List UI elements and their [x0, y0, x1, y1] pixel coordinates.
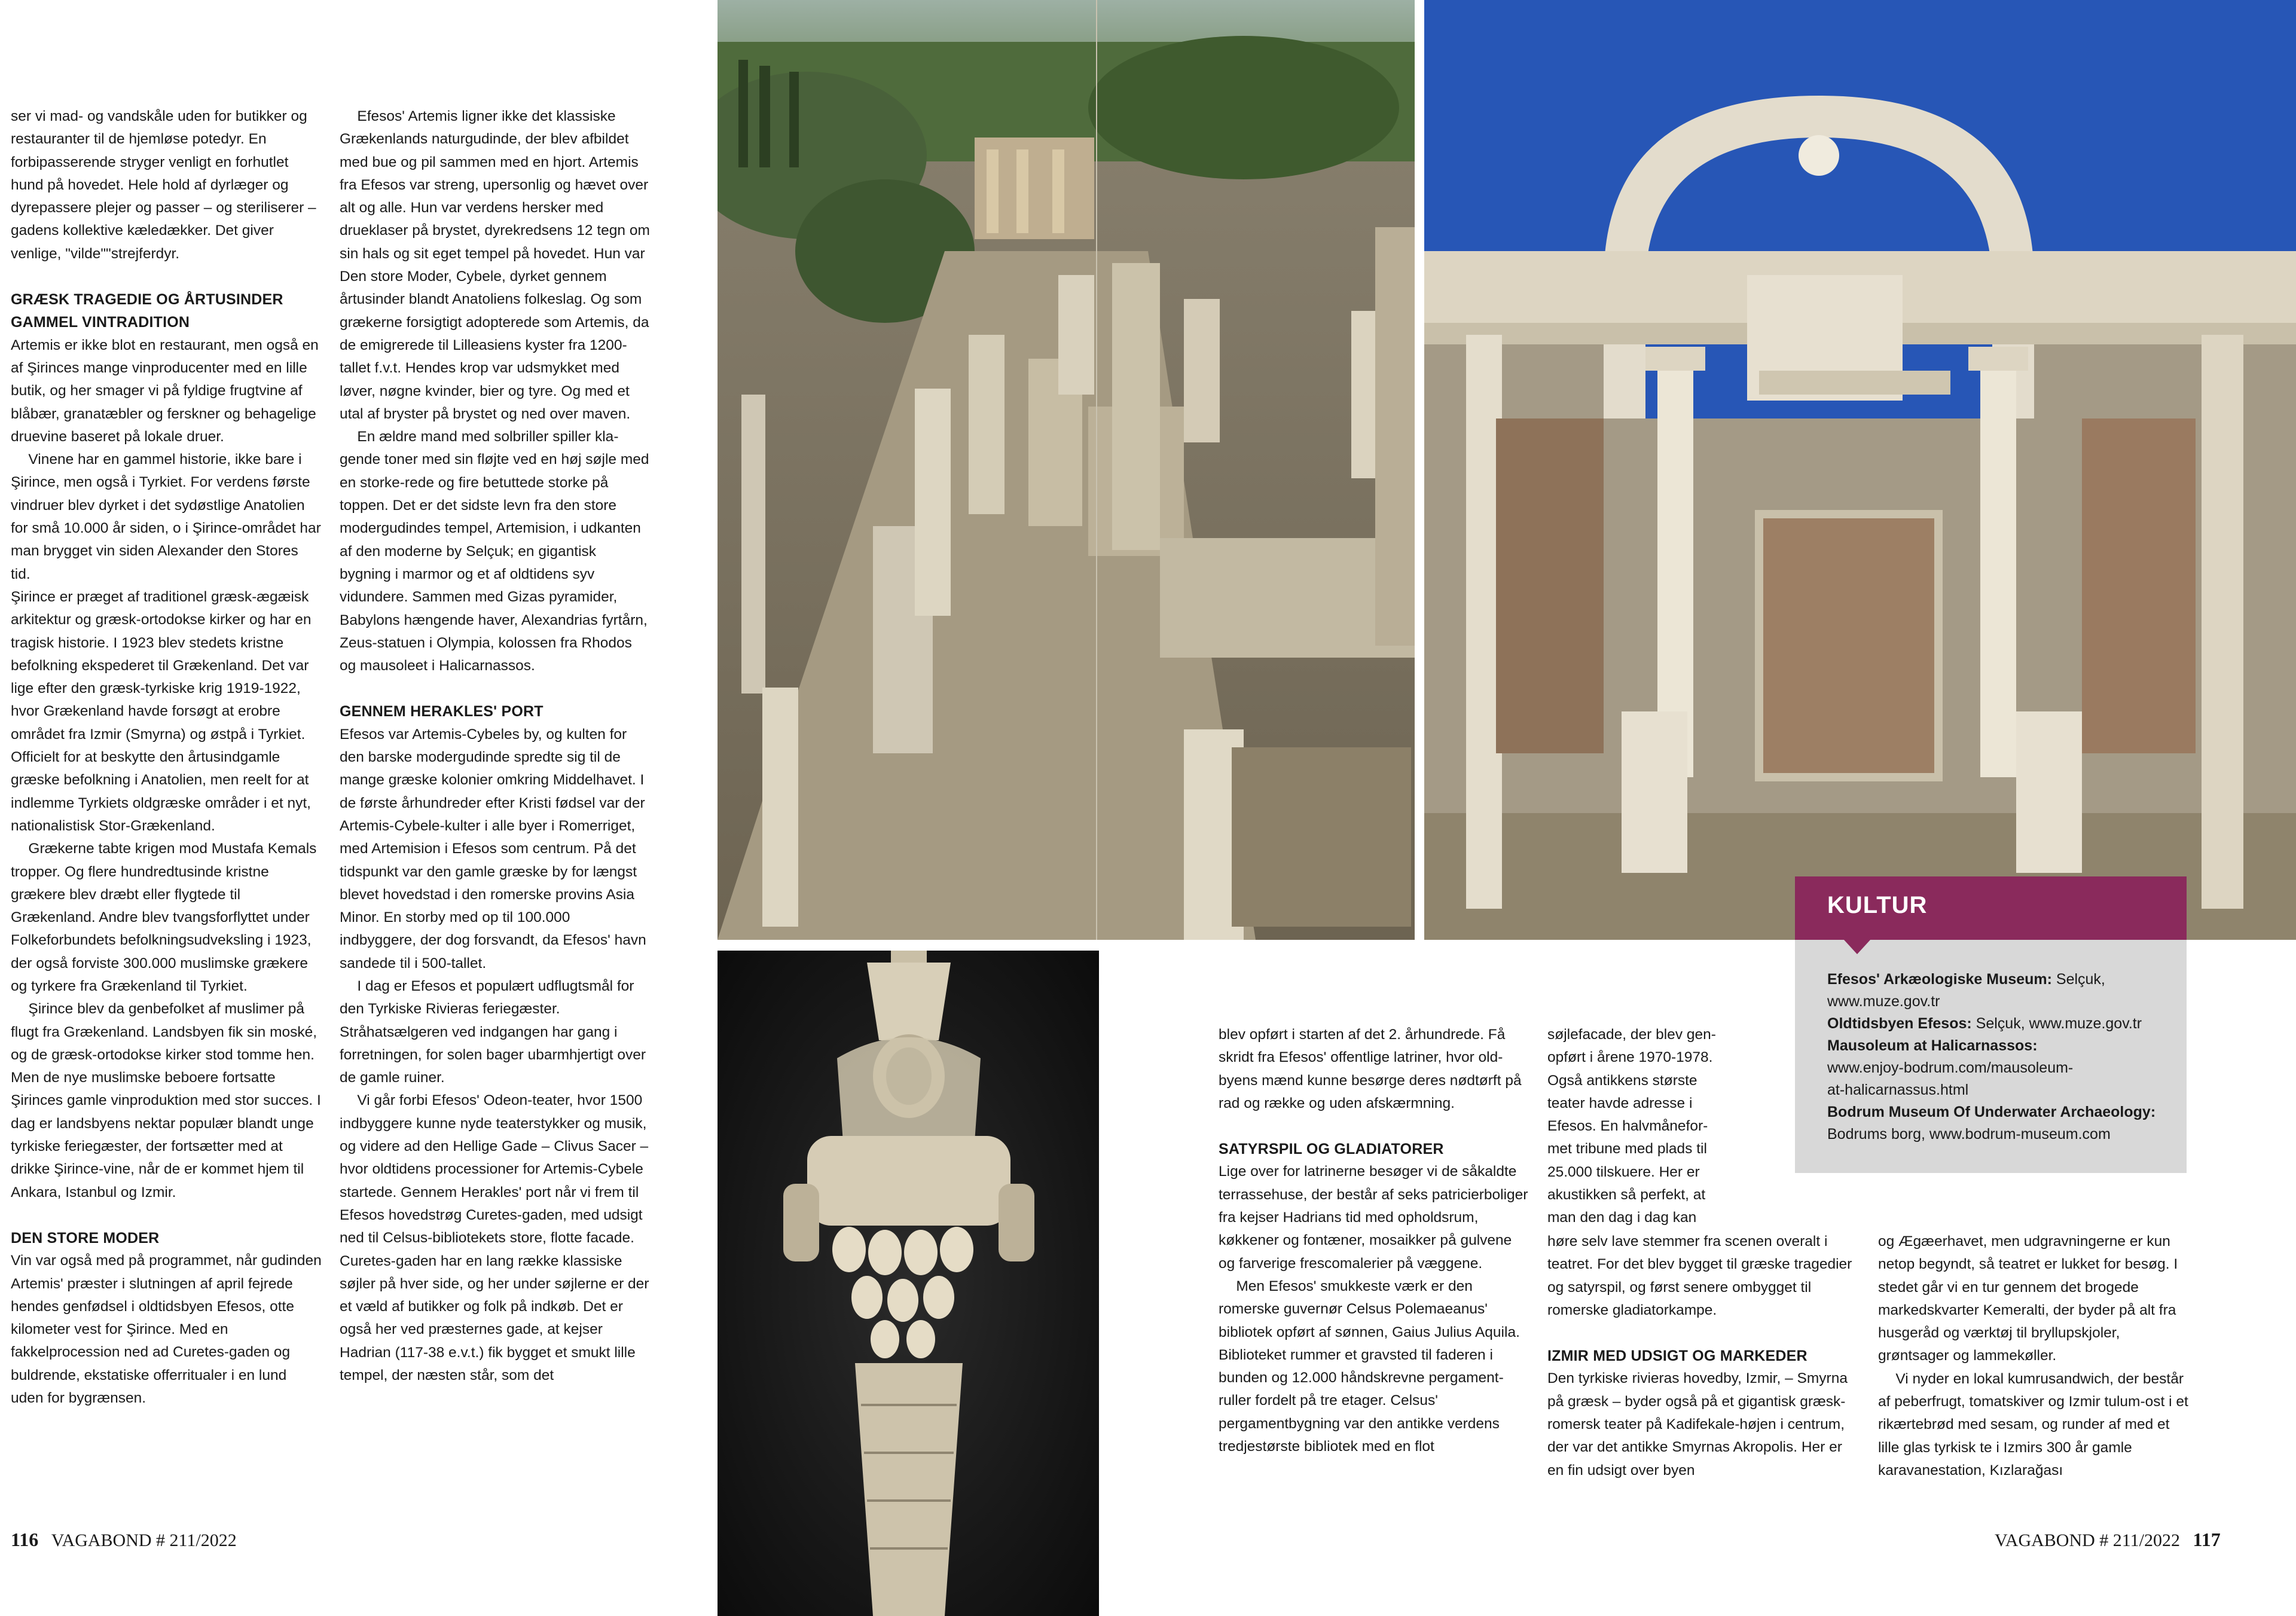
kultur-info-label: Efesos' Arkæologiske Museum:	[1827, 971, 2052, 988]
kultur-info-value: www.enjoy-bodrum.com/mausoleum-	[1827, 1059, 2074, 1076]
folio-left	[11, 1529, 237, 1551]
kultur-info-box	[1795, 940, 2187, 1173]
kultur-tab-label: KULTUR	[1827, 892, 1928, 918]
body-paragraph: I dag er Efesos et populært udflugtsmål for den Tyrkiske Rivieras feriegæster. Stråhatsælgeren ved indgangen har gang i forretningen, for solen bager ubarmhjertigt over de gamle ruiner.	[340, 977, 646, 1086]
body-paragraph: Şirince er præget af traditionel græsk-ægæisk arkitektur og græsk-ortodokse kirker og har en tragisk historie. I 1923 blev stedets kristne befolkning ekspederet til Grækenland. Det var lige efter den græsk-tyrkiske krig 1919-1922, hvor Grækenland havde forsøgt at erobre området fra Izmir (Smyrna) og østpå i Tyrkiet. Officielt for at beskytte den årtusindgamle græske befolkning i Anatolien, men reelt for at indlemme Tyrkiets oldgræske områder i et nyt, nationalistisk Stor-Grækenland.	[11, 588, 312, 834]
left-column-2	[340, 105, 651, 1387]
body-paragraph: Grækerne tabte krigen mod Mustafa Kemals tropper. Og flere hundredtusinde kristne grækere blev dræbt eller flygtede til Grækenland. Andre blev tvangsforflyttet under Folkeforbundets befolkningsudveksling i 1923, der også forviste 300.000 muslimske grækere og tyrkere fra Grækenland til Tyrkiet.	[11, 841, 317, 994]
magazine-issue-left: VAGABOND # 211/2022	[51, 1531, 237, 1550]
body-paragraph: og Ægæerhavet, men udgravningerne er kun netop begyndt, så teatret er lukket for besøg. I stedet går vi en tur gennem det brogede markedskvarter Kemeralti, der byder på alt fra husgeråd og værktøj til bryllupskjoler, grøntsager og lammekøller.	[1878, 1233, 2178, 1364]
kultur-info-list	[1827, 969, 2168, 1145]
section-heading: GENNEM HERAKLES' PORT	[340, 703, 544, 720]
body-paragraph: Şirince blev da genbefolket af muslimer på flugt fra Grækenland. Landsbyen fik sin moské, og de græsk-ortodokse kirker stod tomme hen. Men de nye muslimske beboere fortsatte Şirinces gamle vinproduktion med stor succes. I dag er landsbyens nektar populær blandt unge tyrkiske feriegæster, der fortsætter med at drikke Şirince-vine, når de er kommet hjem til Ankara, Istanbul og Izmir.	[11, 1001, 321, 1200]
kultur-info-line	[1827, 1101, 2168, 1123]
kultur-info-label: Bodrum Museum Of Underwater Archaeology:	[1827, 1104, 2156, 1120]
photo-temple-of-hadrian	[1424, 0, 2296, 940]
kultur-info-value: Selçuk,	[2051, 971, 2105, 988]
kultur-info-line	[1827, 1013, 2168, 1035]
body-paragraph: Vi nyder en lokal kumrusandwich, der består af peberfrugt, tomatskiver og Izmir tulum-ost i et rikærtebrød med sesam, og runder af med et lille glas tyrkisk te i Izmirs 300 år gamle karavanestation, Kızlarağası	[1878, 1370, 2188, 1478]
kultur-tab	[1795, 876, 2187, 940]
kultur-info-value: Bodrums borg, www.bodrum-museum.com	[1827, 1126, 2111, 1142]
body-paragraph: Men Efesos' smukkeste værk er den romerske guvernør Celsus Polemaeanus' bibliotek opført af sønnen, Gaius Julius Aquila. Biblioteket rummer et gravsted til faderen i bunden og 12.000 håndskrevne pergament-ruller fordelt på tre etager. Celsus' pergamentbygning var den antikke verdens tredjestørste bibliotek med en flot	[1219, 1278, 1520, 1455]
body-paragraph: Vi går forbi Efesos' Odeon-teater, hvor 1500 indbyggere kunne nyde teaterstykker og musik, og videre ad den Hellige Gade – Clivus Sacer – hvor oldtidens processioner for Artemis-Cybele startede. Gennem Herakles' port når vi frem til Efesos hovedstrøg Curetes-gaden, med udsigt ned til Celsus-bibliotekets store, flotte facade. Curetes-gaden har en lang række klassiske søjler på hver side, og her under søjlerne er der et væld af butikker og folk på indkøb. Det er også her ved præsternes gade, at kejser Hadrian (117-38 e.v.t.) fik bygget et smukt lille tempel, der næsten står, som det	[340, 1092, 649, 1384]
body-paragraph: Vinene har en gammel historie, ikke bare i Şirince, men også i Tyrkiet. For verdens første vindruer blev dyrket i det sydøstlige Anatolien for små 10.000 år siden, o i Şirince-området har man brygget vin siden Alexander den Stores tid.	[11, 451, 321, 582]
kultur-info-value: Selçuk, www.muze.gov.tr	[1971, 1015, 2142, 1032]
section-heading: GRÆSK TRAGEDIE OG ÅRTUSINDER GAMMEL VINTRADITION	[11, 291, 283, 331]
body-paragraph: Artemis er ikke blot en restaurant, men også en af Şirinces mange vinproducenter med en lille butik, og her smager vi på fyldige frugtvine af blåbær, granatæbler og ferskner og behagelige druevine baseret på lokale druer.	[11, 337, 319, 445]
kultur-info-label: Mausoleum at Halicarnassos:	[1827, 1037, 2038, 1054]
right-column-2	[1547, 1230, 1861, 1482]
body-paragraph: ser vi mad- og vandskåle uden for butikker og restauranter til de hjemløse potedyr. En forbipasserende stryger venligt en forhutlet hund på hovedet. Hele hold af dyrlæger og dyrepassere plejer og passer – og steriliserer – gadens kollektive kæledækker. Det giver venlige, "vilde""strejferdyr.	[11, 108, 316, 262]
right-column-2-top	[1547, 1024, 1727, 1230]
kultur-info-label: Oldtidsbyen Efesos:	[1827, 1015, 1972, 1032]
folio-right	[1995, 1529, 2221, 1551]
kultur-info-line	[1827, 969, 2168, 991]
section-heading: DEN STORE MODER	[11, 1229, 160, 1247]
body-paragraph: Efesos var Artemis-Cybeles by, og kulten for den barske modergudinde spredte sig til de mange græske kolonier omkring Middelhavet. I de første århundreder efter Kristi fødsel var der Artemis-Cybele-kulter i alle byer i Romerriget, med Artemision i Efesos som centrum. På det tidspunkt var den gamle græske by for længst blevet hovedstad i den romerske provins Asia Minor. En storby med op til 100.000 indbyggere, der dog forsvandt, da Efesos' havn sandede til i 500-tallet.	[340, 726, 646, 972]
left-column-1	[11, 105, 322, 1410]
kultur-info-line	[1827, 1035, 2168, 1057]
body-paragraph: Den tyrkiske rivieras hovedby, Izmir, – Smyrna på græsk – byder også på et gigantisk græsk-romersk teater på Kadifekale-højen i centrum, der var det antikke Smyrnas Akropolis. Her er en fin udsigt over byen	[1547, 1370, 1848, 1478]
body-paragraph: En ældre mand med solbriller spiller klagende toner med sin fløjte ved en høj søjle med en storke-rede og fire betuttede storke på toppen. Det er det sidste levn fra den store modergudindes tempel, Artemision, i udkanten af den moderne by Selçuk; en gigantisk bygning i marmor og et af oldtidens syv vidundere. Sammen med Gizas pyramider, Babylons hængende haver, Alexandrias fyrtårn, Zeus-statuen i Olympia, kolossen fra Rhodos og mausoleet i Halicarnassos.	[340, 429, 649, 674]
magazine-issue-right: VAGABOND # 211/2022	[1995, 1531, 2181, 1550]
kultur-info-line	[1827, 1079, 2168, 1101]
photo-artemis-statue	[718, 951, 1099, 1616]
photo-curetes-street	[718, 0, 1415, 940]
section-heading: SATYRSPIL OG GLADIATORER	[1219, 1141, 1444, 1158]
kultur-info-value: at-halicarnassus.html	[1827, 1082, 1969, 1098]
body-paragraph: Lige over for latrinerne besøger vi de såkaldte terrassehuse, der består af seks patricierboliger fra kejser Hadrians tid med opholdsrum, køkkener og fontæner, mosaikker på gulvene og farverige frescomalerier på væggene.	[1219, 1163, 1528, 1272]
page-number-right: 117	[2193, 1529, 2221, 1550]
kultur-tab-notch	[1844, 940, 1870, 954]
kultur-info-line	[1827, 991, 2168, 1013]
section-heading: IZMIR MED UDSIGT OG MARKEDER	[1547, 1348, 1808, 1365]
right-column-1	[1219, 1024, 1531, 1458]
kultur-info-value: www.muze.gov.tr	[1827, 993, 1940, 1010]
right-column-3	[1878, 1230, 2192, 1482]
kultur-info-line	[1827, 1057, 2168, 1079]
page-number-left: 116	[11, 1529, 39, 1550]
body-paragraph: høre selv lave stemmer fra scenen overalt i teatret. For det blev bygget til græske tragedier og satyrspil, og først senere ombygget til romerske gladiatorkampe.	[1547, 1233, 1852, 1318]
body-paragraph: Efesos' Artemis ligner ikke det klassiske Grækenlands naturgudinde, der blev afbildet med bue og pil sammen med en hjort. Artemis fra Efesos var streng, upersonlig og hævet over alt og alle. Hun var verdens hersker med drueklaser på brystet, dyrekredsens 12 tegn om sin hals og sit eget tempel på hovedet. Hun var Den store Moder, Cybele, dyrket gennem årtusinder blandt Anatoliens folkeslag. Og som grækerne forsigtigt adopterede som Artemis, da de emigrerede til Lilleasiens kyster fra 1200-tallet f.v.t. Hendes krop var udsmykket med løver, nøgne kvinder, bier og tyre. Og med et utal af bryster på brystet og ned over maven.	[340, 108, 650, 422]
right-column-2-intro: søjlefacade, der blev genopført i årene 1970-1978. Også antikkens største teater havde adresse i Efesos. En halvmåneformet tribune med plads til 25.000 tilskuere. Her er akustikken så perfekt, at man den dag i dag kan	[1547, 1027, 1716, 1226]
body-paragraph: blev opført i starten af det 2. århundrede. Få skridt fra Efesos' offentlige latriner, hvor oldbyens mænd kunne besørge deres nødtørft på rad og række og uden afskærmning.	[1219, 1027, 1522, 1111]
kultur-info-line	[1827, 1123, 2168, 1145]
body-paragraph: Vin var også med på programmet, når gudinden Artemis' præster i slutningen af april fejrede hendes genfødsel i oldtidsbyen Efesos, otte kilometer vest for Şirince. Med en fakkelprocession ned ad Curetes-gaden og buldrende, ekstatiske offerritualer i en lund uden for bygrænsen.	[11, 1253, 322, 1407]
